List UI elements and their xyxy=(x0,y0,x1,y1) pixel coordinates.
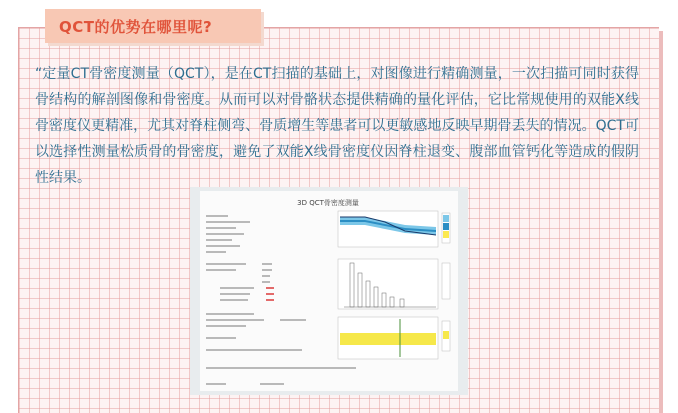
section-title: QCT的优势在哪里呢? xyxy=(59,17,213,36)
report-red-values xyxy=(266,287,274,301)
report-drawing xyxy=(200,191,458,391)
report-histogram-chart xyxy=(338,259,450,309)
report-trend-chart xyxy=(338,211,450,247)
report-left-text-lines xyxy=(206,215,356,385)
report-reference-chart xyxy=(338,317,450,359)
body-paragraph: “定量CT骨密度测量（QCT），是在CT扫描的基础上，对图像进行精确测量，一次扫描可同时获得骨结构的解剖图像和骨密度。从而可以对骨骼状态提供精确的量化评估，它比常规使用的双能X线骨密度仪更精准，尤其对脊柱侧弯、骨质增生等患者可以更敏感地反映早期骨丢失的情况。QCT可以选择性测量松质骨的骨密度，避免了双能X线骨密度仪因脊柱退变、腹部血管钙化等造成的假阴性结果。 xyxy=(35,66,639,186)
report-title: 3D QCT骨密度测量 xyxy=(297,199,359,207)
report-page xyxy=(200,191,458,391)
qct-report-image xyxy=(190,187,468,395)
section-title-tab xyxy=(45,9,261,43)
